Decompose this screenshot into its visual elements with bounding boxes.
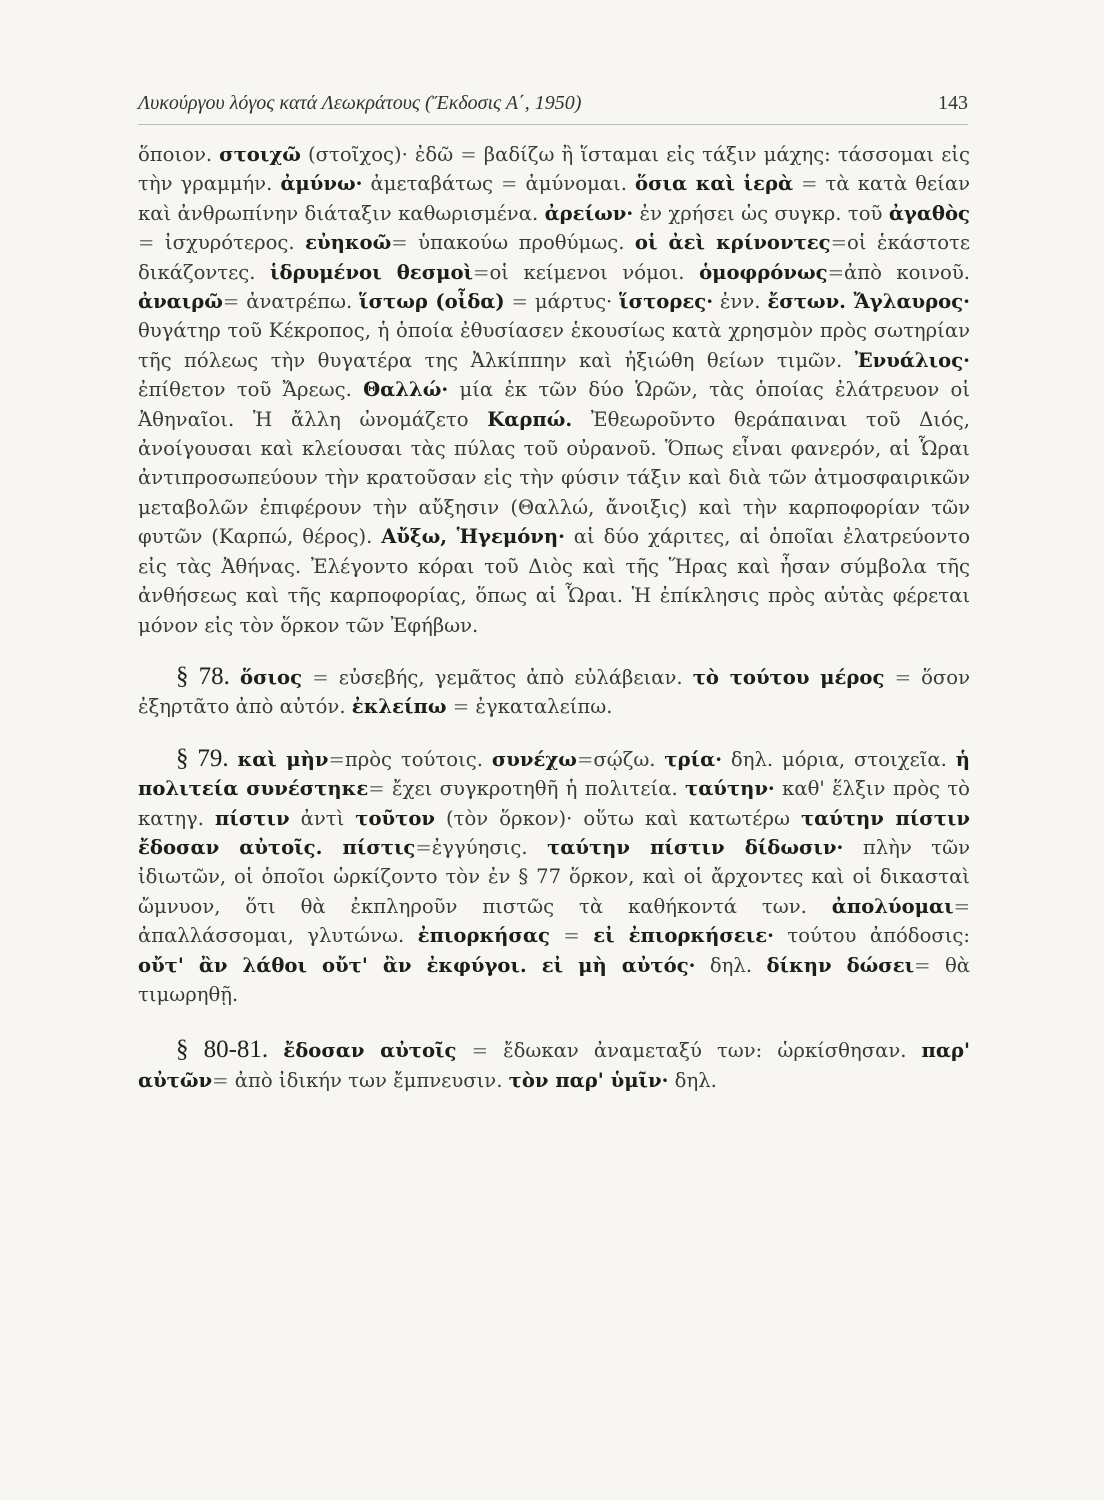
gloss-text: ἔδωκαν ἀναμεταξύ των: ὡρκίσθησαν. (487, 1039, 922, 1063)
gloss-text: τὰ κατὰ θείαν καὶ ἀνθρωπίνην διάταξιν καθωρισμένα. (138, 172, 970, 225)
gloss-text: ἀπὸ κοινοῦ. (843, 260, 970, 284)
lemma-term: ἵστορες· (619, 290, 714, 314)
equals-sign: = (328, 747, 345, 771)
gloss-text: πρὸς τούτοις. (344, 747, 492, 771)
lemma-term: ἐπιορκήσας (417, 924, 550, 948)
lemma-term: συνέχω (491, 747, 577, 771)
gloss-text: (στοῖχος)· ἐδῶ (300, 143, 461, 166)
equals-sign: = (415, 835, 432, 859)
lemma-term: παρ' αὐτῶν (138, 1039, 970, 1092)
gloss-text (268, 1039, 283, 1062)
gloss-text: σῴζω. (593, 747, 665, 771)
running-header (138, 92, 968, 115)
gloss-text: τούτου ἀπόδοσις: (773, 924, 971, 948)
gloss-text: αἱ δύο χάριτες, αἱ ὁποῖαι ἐλατρεύοντο εἰς τὰς Ἀθήνας. Ἐλέγοντο κόραι τοῦ Διὸς καὶ τῆς Ἥρας καὶ ἦσαν σύμβολα τῆς ἀνθήσεως καὶ τῆς καρποφορίας, ὅπως αἱ Ὧραι. Ἡ ἐπίκλησις πρὸς αὐτὰς φέρεται μόνον εἰς τὸν ὅρκον τῶν Ἐφήβων. (138, 525, 971, 637)
equals-sign: = (563, 924, 580, 948)
gloss-text: ἐπίθετον τοῦ Ἄρεως. (138, 378, 364, 402)
paragraph-section-78 (138, 662, 970, 722)
section-number: § 78. (176, 662, 230, 690)
lemma-term: δίκην δώσει (766, 953, 915, 977)
gloss-text (580, 924, 593, 947)
equals-sign: = (452, 695, 470, 719)
gloss-text: οἱ ἑκάστοτε δικάζοντες. (138, 231, 970, 284)
lemma-term: Αὔξω, Ἡγεμόνη· (381, 525, 565, 549)
gloss-text (230, 666, 240, 689)
paragraph-section-79 (138, 744, 970, 1010)
equals-sign: = (827, 260, 844, 284)
lemma-term: ἡ πολιτεία συνέστηκε (138, 747, 971, 801)
lemma-term: ἔστων. Ἄγλαυρος· (767, 290, 970, 314)
gloss-text: μάρτυς· (527, 290, 620, 314)
gloss-text: θὰ τιμωρηθῇ. (138, 953, 971, 1006)
gloss-text: Ἐθεωροῦντο θεράπαιναι τοῦ Διός, ἀνοίγουσαι καὶ κλείουσαι τὰς πύλας τοῦ οὐρανοῦ. Ὅπως εἶναι φανερόν, αἱ Ὧραι ἀντιπροσωπεύουν τὴν κρατοῦσαν εἰς τὴν φύσιν τάξιν καὶ διὰ τῶν ἀτμοσφαιρικῶν μεταβολῶν ἐπιφέρουν τὴν αὔξησιν (Θαλλώ, ἄνοιξις) καὶ τὴν καρποφορίαν τῶν φυτῶν (Καρπώ, θέρος). (138, 407, 970, 549)
gloss-text: (τὸν ὅρκον)· οὕτω καὶ κατωτέρω (435, 806, 801, 830)
gloss-text: ἰσχυρότερος. (154, 231, 306, 255)
lemma-term: ἵστωρ (οἶδα) (359, 290, 505, 314)
lemma-term: τρία· (664, 747, 723, 771)
gloss-text (793, 172, 801, 195)
gloss-text: ἐγγύησις. (431, 835, 548, 859)
section-number: § 80-81. (176, 1036, 269, 1064)
lemma-term: ἐκλείπω (351, 695, 447, 719)
gloss-text: ὑπακούω προθύμως. (407, 231, 635, 255)
lemma-term: εὐηκοῶ (305, 231, 392, 255)
equals-sign: = (801, 172, 818, 196)
lemma-term: ταύτην πίστιν ἔδοσαν αὐτοῖς. πίστις (138, 806, 971, 859)
equals-sign: = (511, 290, 528, 314)
gloss-text: ἀμεταβάτως (362, 172, 502, 196)
gloss-text (884, 666, 894, 689)
gloss-text: εὐσεβής, γεμᾶτος ἀπὸ εὐλάβειαν. (328, 665, 693, 689)
page-number: 143 (938, 92, 968, 114)
gloss-text: δηλ. μόρια, στοιχεῖα. (722, 747, 956, 771)
lemma-term: ἀρείων· (544, 201, 634, 225)
equals-sign: = (576, 747, 594, 771)
gloss-text: ἀνατρέπω. (239, 290, 360, 314)
lemma-term: ἀγαθὸς (888, 201, 970, 225)
gloss-text: μία ἐκ τῶν δύο Ὡρῶν, τὰς ὁποίας ἐλάτρευον οἱ Ἀθηναῖοι. Ἡ ἄλλη ὠνομάζετο (138, 378, 970, 431)
header-rule (138, 124, 968, 125)
gloss-text: ἀντὶ (289, 806, 356, 830)
lemma-term: οὔτ' ἂν λάθοι οὔτ' ἂν ἐκφύγοι. εἰ μὴ αὐτός· (138, 953, 696, 977)
equals-sign: = (501, 172, 518, 196)
gloss-text: ὅποιον. (138, 143, 220, 166)
gloss-text (456, 1039, 471, 1062)
equals-sign: = (312, 665, 329, 689)
gloss-text (550, 924, 563, 947)
lemma-term: εἰ ἐπιορκήσειε· (593, 924, 774, 948)
running-title: Λυκούργου λόγος κατά Λεωκράτους (Ἔκδοσις Α΄, 1950) (138, 92, 582, 114)
lemma-term: τοῦτον (355, 806, 435, 830)
section-number: § 79. (176, 744, 229, 772)
equals-sign: = (368, 777, 385, 801)
equals-sign: = (471, 1039, 488, 1063)
equals-sign: = (222, 290, 240, 314)
lemma-term: Καρπώ. (487, 407, 573, 431)
lemma-term: Θαλλώ· (363, 378, 449, 402)
equals-sign: = (212, 1068, 229, 1092)
lemma-term: ἀναιρῶ (138, 290, 223, 314)
gloss-text: ἐγκαταλείπω. (469, 695, 613, 719)
gloss-text: δηλ. (668, 1068, 717, 1092)
gloss-text: οἱ κείμενοι νόμοι. (489, 260, 700, 284)
gloss-text: ἀπὸ ἰδικήν των ἔμπνευσιν. (228, 1068, 509, 1092)
lemma-term: ἀμύνω· (280, 172, 363, 196)
gloss-text (505, 290, 512, 313)
lemma-term: τὸν παρ' ὑμῖν· (508, 1068, 669, 1092)
lemma-term: στοιχῶ (219, 143, 301, 166)
gloss-text: ἀπαλλάσσομαι, γλυτώνω. (138, 924, 418, 948)
lemma-term: πίστιν (215, 806, 290, 830)
gloss-text (302, 666, 312, 689)
gloss-text: ἔχει συγκροτηθῆ ἡ πολιτεία. (384, 777, 686, 801)
equals-sign: = (830, 231, 848, 255)
lemma-term: οἱ ἀεὶ κρίνοντες (634, 231, 831, 255)
lemma-term: ἱδρυμένοι θεσμοὶ (270, 260, 474, 284)
gloss-text (229, 748, 238, 771)
lemma-term: ὁμοφρόνως (699, 260, 828, 284)
lemma-term: ἔδοσαν αὐτοῖς (283, 1039, 457, 1063)
gloss-text: ἀμύνομαι. (517, 172, 635, 196)
lemma-term: Ἐνυάλιος· (854, 348, 970, 372)
gloss-text: βαδίζω ἢ ἵσταμαι εἰς τάξιν μάχης: τάσσομαι εἰς τὴν γραμμήν. (138, 143, 970, 196)
commentary-body (138, 140, 970, 1095)
gloss-text: ἐνν. (713, 290, 768, 314)
paragraph-section-80-81 (138, 1035, 970, 1095)
equals-sign: = (473, 260, 490, 284)
gloss-text: θυγάτηρ τοῦ Κέκροπος, ἡ ὁποία ἐθυσίασεν ἑκουσίως κατὰ χρησμὸν πρὸς σωτηρίαν τῆς πόλεως τὴν θυγατέρα της Ἀλκίππην καὶ ἠξιώθη θείων τιμῶν. (138, 319, 970, 372)
equals-sign: = (391, 231, 408, 255)
lemma-term: καὶ μὴν (237, 747, 329, 771)
lemma-term: ὅσια καὶ ἱερὰ (635, 172, 794, 196)
equals-sign: = (460, 143, 477, 166)
gloss-text: δηλ. (695, 953, 767, 977)
lemma-term: ταύτην πίστιν δίδωσιν· (547, 835, 844, 859)
gloss-text: ὅσον ἐξηρτᾶτο ἀπὸ αὐτόν. (138, 665, 970, 719)
equals-sign: = (914, 953, 931, 977)
lemma-term: τὸ τούτου μέρος (692, 665, 885, 689)
equals-sign: = (953, 894, 970, 918)
gloss-text: πλὴν τῶν ἰδιωτῶν, οἱ ὁποῖοι ὡρκίζοντο τὸν ἐν § 77 ὅρκον, καὶ οἱ ἄρχοντες καὶ οἱ δικασταὶ ὤμνυον, ὅτι θὰ ἐκπληροῦν πιστῶς τὰ καθήκοντά των. (138, 835, 970, 918)
equals-sign: = (894, 665, 911, 689)
gloss-text: καθ' ἕλξιν πρὸς τὸ κατηγ. (138, 777, 970, 830)
lemma-term: ἀπολύομαι (831, 894, 954, 918)
lemma-term: ὅσιος (240, 665, 303, 689)
gloss-text: ἐν χρήσει ὡς συγκρ. τοῦ (633, 201, 889, 225)
equals-sign: = (138, 231, 155, 255)
paragraph-continuation (138, 140, 970, 640)
lemma-term: ταύτην· (685, 777, 775, 801)
